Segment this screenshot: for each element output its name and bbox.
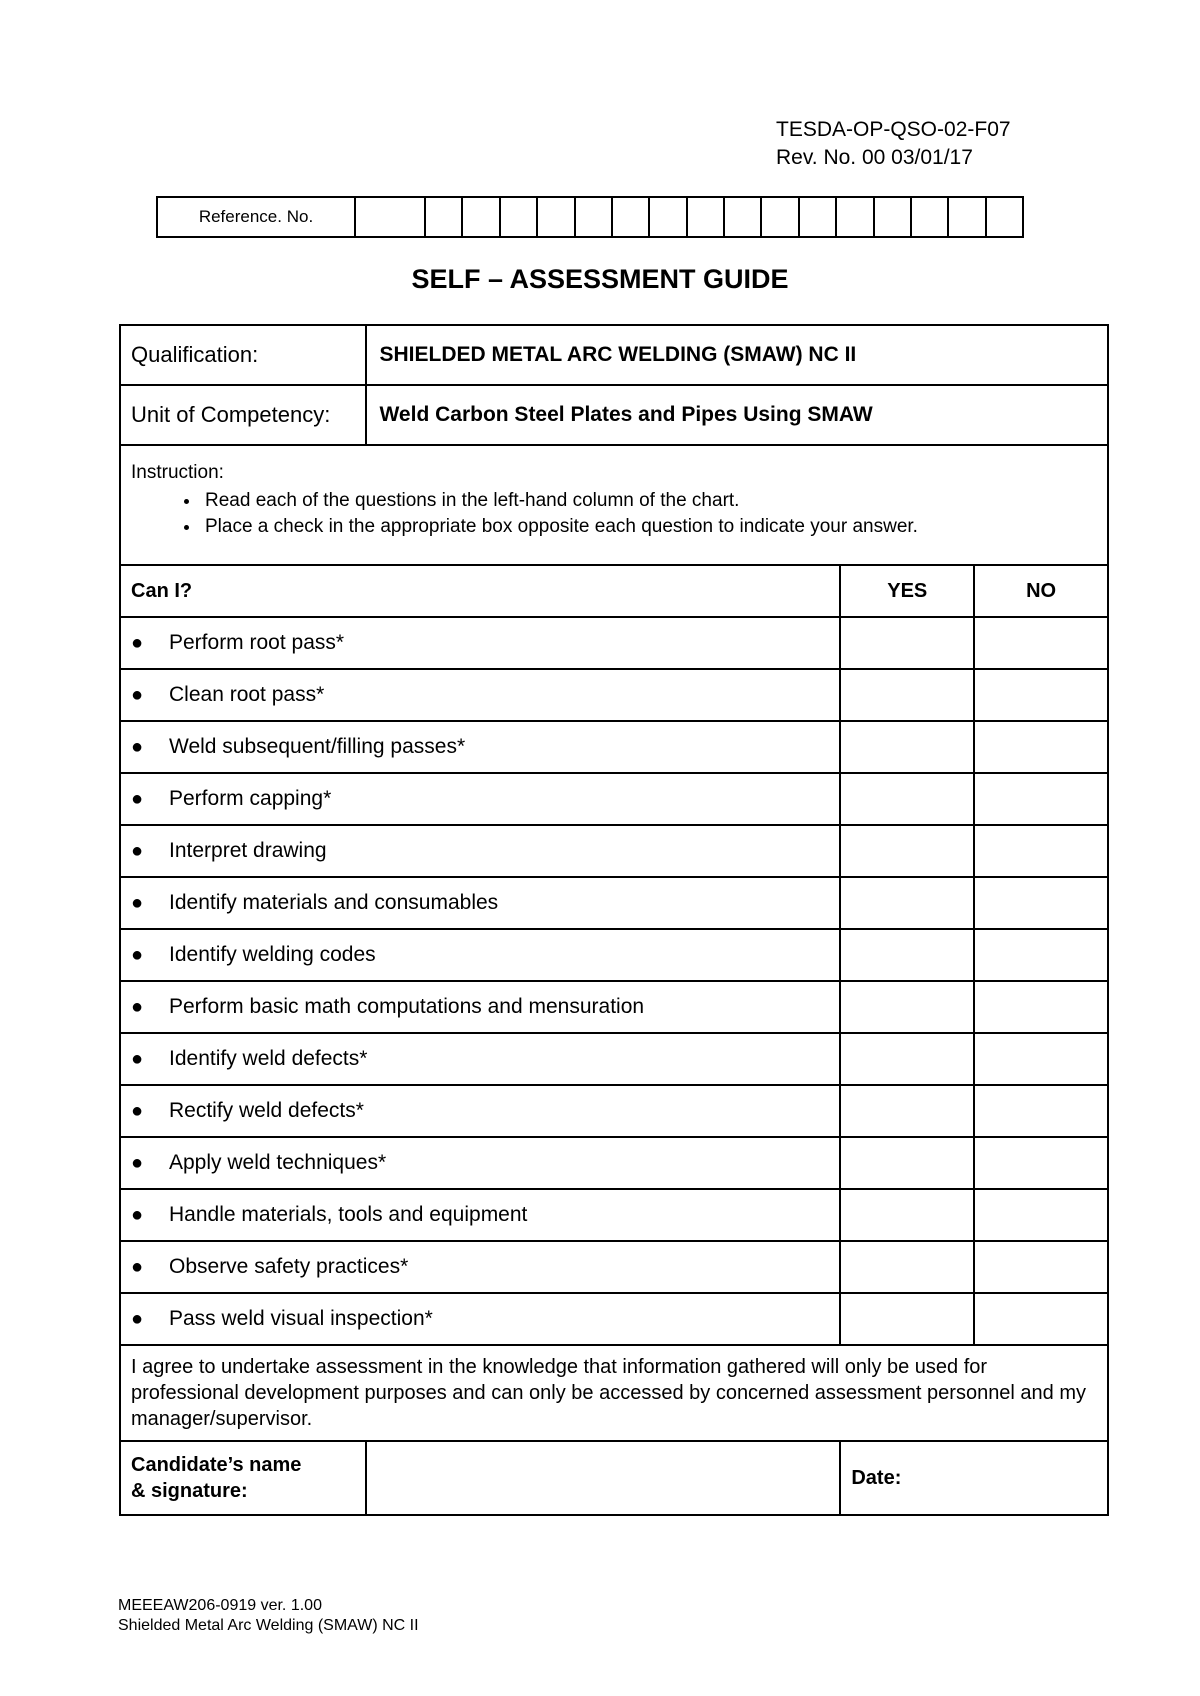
no-checkbox[interactable] xyxy=(974,721,1108,773)
yes-checkbox[interactable] xyxy=(840,981,974,1033)
reference-digit-box[interactable] xyxy=(612,197,649,237)
assessment-form xyxy=(119,324,1109,1516)
yes-checkbox[interactable] xyxy=(840,825,974,877)
question-row xyxy=(120,1241,1108,1293)
question-cell xyxy=(120,1137,840,1189)
question-cell xyxy=(120,877,840,929)
revision-number: Rev. No. 00 03/01/17 xyxy=(776,146,973,169)
reference-digit-box[interactable] xyxy=(687,197,724,237)
instruction-block xyxy=(120,445,1108,565)
question-cell xyxy=(120,1189,840,1241)
no-checkbox[interactable] xyxy=(974,1241,1108,1293)
question-cell xyxy=(120,981,840,1033)
reference-digit-box[interactable] xyxy=(500,197,537,237)
bullet-icon: ● xyxy=(131,684,144,706)
bullet-icon: ● xyxy=(131,736,144,758)
no-checkbox[interactable] xyxy=(974,929,1108,981)
reference-digit-box[interactable] xyxy=(986,197,1023,237)
question-text: Rectify weld defects* xyxy=(169,1099,364,1122)
question-cell xyxy=(120,1293,840,1345)
candidate-signature-label xyxy=(120,1441,366,1515)
column-header-row xyxy=(120,565,1108,617)
no-checkbox[interactable] xyxy=(974,877,1108,929)
question-row xyxy=(120,721,1108,773)
no-checkbox[interactable] xyxy=(974,1085,1108,1137)
reference-digit-box[interactable] xyxy=(874,197,911,237)
yes-checkbox[interactable] xyxy=(840,1137,974,1189)
reference-digit-box[interactable] xyxy=(425,197,462,237)
bullet-icon: ● xyxy=(131,1100,144,1122)
question-cell xyxy=(120,929,840,981)
unit-value: Weld Carbon Steel Plates and Pipes Using SMAW xyxy=(366,385,1108,445)
question-row xyxy=(120,669,1108,721)
question-cell xyxy=(120,617,840,669)
unit-row xyxy=(120,385,1108,445)
instruction-label: Instruction: xyxy=(131,462,224,483)
question-row xyxy=(120,1137,1108,1189)
no-checkbox[interactable] xyxy=(974,669,1108,721)
yes-checkbox[interactable] xyxy=(840,669,974,721)
no-checkbox[interactable] xyxy=(974,1137,1108,1189)
yes-checkbox[interactable] xyxy=(840,1241,974,1293)
reference-digit-box[interactable] xyxy=(355,197,425,237)
bullet-icon: ● xyxy=(131,944,144,966)
question-row xyxy=(120,981,1108,1033)
question-cell xyxy=(120,1085,840,1137)
question-cell xyxy=(120,669,840,721)
reference-digit-box[interactable] xyxy=(836,197,873,237)
reference-digit-box[interactable] xyxy=(649,197,686,237)
reference-digit-box[interactable] xyxy=(911,197,948,237)
yes-checkbox[interactable] xyxy=(840,1033,974,1085)
qualification-row xyxy=(120,325,1108,385)
bullet-icon: ● xyxy=(131,996,144,1018)
question-cell xyxy=(120,773,840,825)
question-text: Perform capping* xyxy=(169,787,332,810)
yes-checkbox[interactable] xyxy=(840,1085,974,1137)
signature-row xyxy=(120,1441,1108,1515)
question-row xyxy=(120,1189,1108,1241)
qualification-value: SHIELDED METAL ARC WELDING (SMAW) NC II xyxy=(366,325,1108,385)
question-text: Perform basic math computations and mensuration xyxy=(169,995,645,1018)
reference-digit-box[interactable] xyxy=(575,197,612,237)
document-code: TESDA-OP-QSO-02-F07 xyxy=(776,118,1011,141)
reference-number-table xyxy=(156,196,1024,238)
footer-qualification: Shielded Metal Arc Welding (SMAW) NC II xyxy=(118,1617,419,1634)
document-code-block xyxy=(776,116,1011,172)
yes-checkbox[interactable] xyxy=(840,617,974,669)
question-text: Apply weld techniques* xyxy=(169,1151,387,1174)
question-text: Weld subsequent/filling passes* xyxy=(169,735,466,758)
bullet-icon: ● xyxy=(131,892,144,914)
question-text: Handle materials, tools and equipment xyxy=(169,1203,528,1226)
question-row xyxy=(120,1033,1108,1085)
question-text: Identify materials and consumables xyxy=(169,891,499,914)
bullet-icon: ● xyxy=(131,1204,144,1226)
no-header: NO xyxy=(974,565,1108,617)
reference-digit-box[interactable] xyxy=(724,197,761,237)
reference-digit-box[interactable] xyxy=(761,197,798,237)
yes-checkbox[interactable] xyxy=(840,1189,974,1241)
bullet-icon: ● xyxy=(131,632,144,654)
no-checkbox[interactable] xyxy=(974,981,1108,1033)
question-cell xyxy=(120,825,840,877)
yes-checkbox[interactable] xyxy=(840,721,974,773)
question-row xyxy=(120,877,1108,929)
bullet-icon: ● xyxy=(131,788,144,810)
bullet-icon: ● xyxy=(131,1152,144,1174)
instruction-item: • Read each of the questions in the left-hand column of the chart. xyxy=(201,488,1097,514)
yes-checkbox[interactable] xyxy=(840,929,974,981)
agreement-text: I agree to undertake assessment in the knowledge that information gathered will only be used for professional development purposes and can only be accessed by concerned assessment personnel and my manager/supervisor. xyxy=(120,1345,1108,1441)
no-checkbox[interactable] xyxy=(974,1189,1108,1241)
no-checkbox[interactable] xyxy=(974,825,1108,877)
no-checkbox[interactable] xyxy=(974,617,1108,669)
yes-checkbox[interactable] xyxy=(840,877,974,929)
bullet-icon: ● xyxy=(131,1308,144,1330)
question-text: Identify welding codes xyxy=(169,943,376,966)
qualification-label: Qualification: xyxy=(120,325,366,385)
question-text: Pass weld visual inspection* xyxy=(169,1307,433,1330)
no-checkbox[interactable] xyxy=(974,773,1108,825)
yes-checkbox[interactable] xyxy=(840,773,974,825)
reference-digit-box[interactable] xyxy=(799,197,836,237)
yes-header: YES xyxy=(840,565,974,617)
question-text: Perform root pass* xyxy=(169,631,345,654)
question-cell xyxy=(120,1033,840,1085)
question-row xyxy=(120,1293,1108,1345)
yes-checkbox[interactable] xyxy=(840,1293,974,1345)
reference-digit-box[interactable] xyxy=(948,197,985,237)
can-i-header: Can I? xyxy=(120,565,840,617)
date-field[interactable]: Date: xyxy=(840,1441,1108,1515)
question-text: Interpret drawing xyxy=(169,839,327,862)
instruction-row xyxy=(120,445,1108,565)
reference-digit-box[interactable] xyxy=(462,197,499,237)
candidate-signature-field[interactable] xyxy=(366,1441,840,1515)
question-cell xyxy=(120,1241,840,1293)
footer-code: MEEEAW206-0919 ver. 1.00 xyxy=(118,1597,322,1614)
instruction-item: • Place a check in the appropriate box opposite each question to indicate your answer. xyxy=(201,514,1097,540)
agreement-row xyxy=(120,1345,1108,1441)
question-text: Identify weld defects* xyxy=(169,1047,368,1070)
reference-number-label: Reference. No. xyxy=(157,197,355,237)
question-row xyxy=(120,617,1108,669)
page-title: SELF – ASSESSMENT GUIDE xyxy=(411,264,789,294)
footer xyxy=(118,1596,419,1636)
question-row xyxy=(120,773,1108,825)
bullet-icon: ● xyxy=(131,1048,144,1070)
bullet-icon: ● xyxy=(131,840,144,862)
question-text: Clean root pass* xyxy=(169,683,325,706)
candidate-name-label: Candidate’s name xyxy=(131,1454,302,1476)
bullet-icon: ● xyxy=(131,1256,144,1278)
unit-label: Unit of Competency: xyxy=(120,385,366,445)
question-row xyxy=(120,825,1108,877)
question-text: Observe safety practices* xyxy=(169,1255,409,1278)
question-row xyxy=(120,929,1108,981)
signature-label: & signature: xyxy=(131,1480,248,1502)
question-cell xyxy=(120,721,840,773)
reference-digit-box[interactable] xyxy=(537,197,574,237)
no-checkbox[interactable] xyxy=(974,1293,1108,1345)
no-checkbox[interactable] xyxy=(974,1033,1108,1085)
question-row xyxy=(120,1085,1108,1137)
